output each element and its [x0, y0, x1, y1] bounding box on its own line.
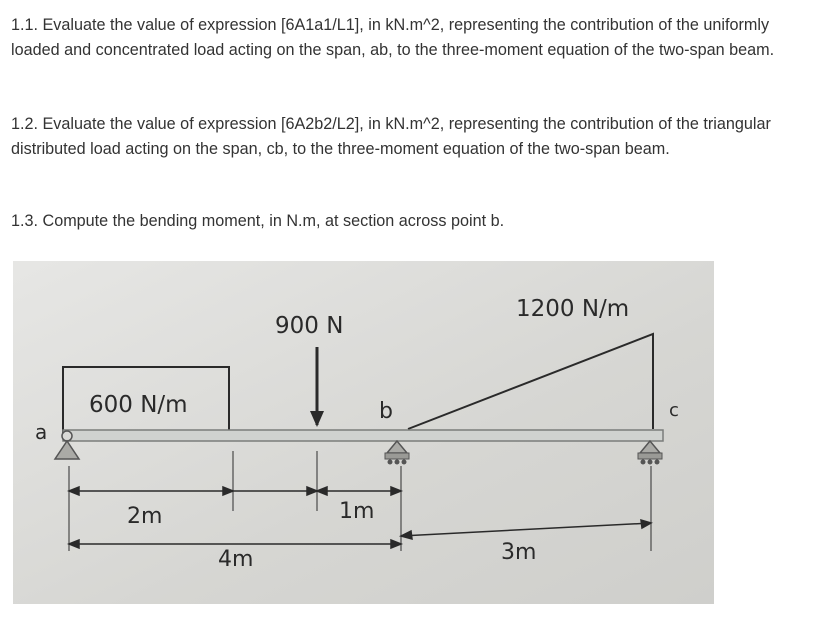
udl-label: 600 N/m	[89, 392, 188, 418]
beam-diagram-photo	[13, 261, 714, 604]
dim-3m-label: 3m	[501, 540, 537, 565]
point-c-label: c	[669, 400, 679, 421]
beam	[63, 430, 663, 441]
point-a-label: a	[35, 420, 48, 444]
point-load-label: 900 N	[275, 313, 344, 339]
dim-4m-label: 4m	[218, 547, 254, 572]
triangular-load-label: 1200 N/m	[516, 296, 630, 322]
beam-diagram	[13, 261, 714, 604]
dim-1m-label: 1m	[339, 499, 375, 524]
point-b-label: b	[379, 399, 393, 424]
question-1-1: 1.1. Evaluate the value of expression [6A1a1/L1], in kN.m^2, representing the contribution of the uniformly loaded and concentrated load acting on the span, ab, to the three-moment equation of the two-span beam.	[11, 16, 775, 59]
dim-2m-label: 2m	[127, 504, 163, 529]
question-1-2: 1.2. Evaluate the value of expression [6A2b2/L2], in kN.m^2, representing the contribution of the triangular distributed load acting on the span, cb, to the three-moment equation of the two-span beam.	[11, 115, 771, 158]
question-1-3: 1.3. Compute the bending moment, in N.m, at section across point b.	[11, 212, 505, 230]
